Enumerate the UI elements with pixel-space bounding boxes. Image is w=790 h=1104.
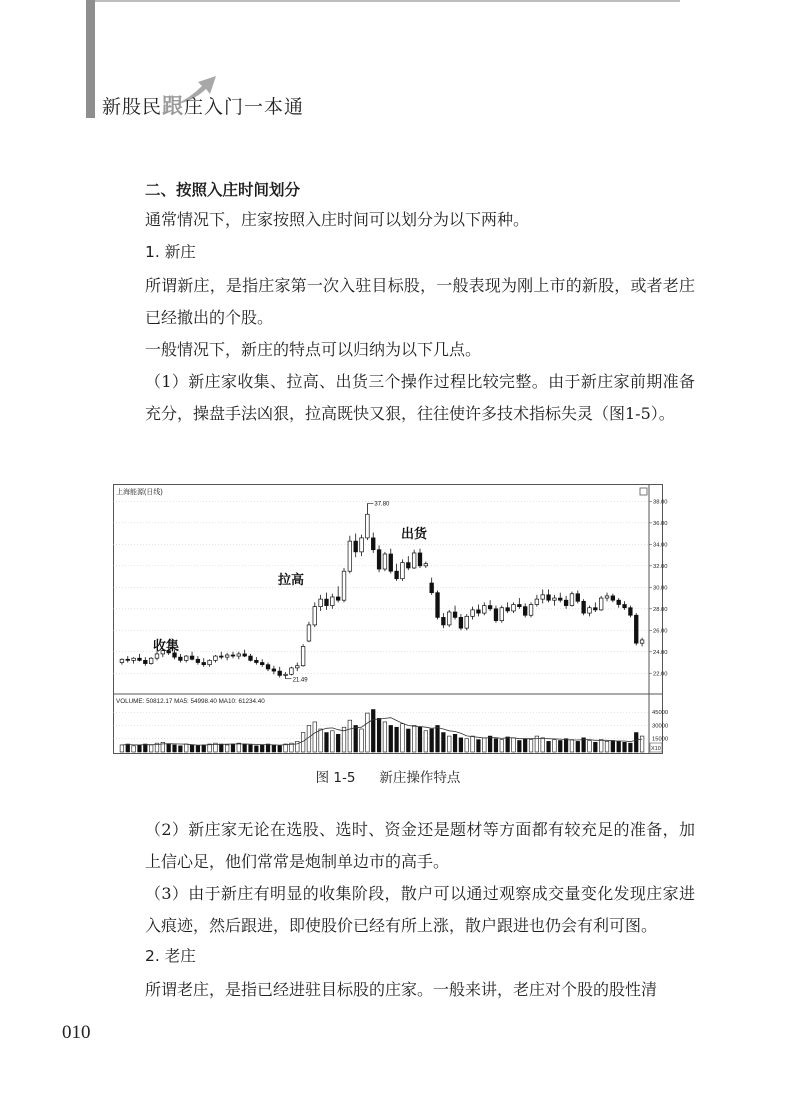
- candle-down: [202, 663, 206, 665]
- volume-bar: [331, 731, 335, 752]
- volume-bar: [255, 746, 259, 752]
- volume-tick-labels: [652, 710, 668, 743]
- candle-down: [190, 656, 194, 659]
- volume-bar: [418, 727, 422, 752]
- volume-tick-label: 15000: [652, 736, 669, 743]
- paragraph-new-definition: 所谓新庄，是指庄家第一次入驻目标股，一般表现为刚上市的新股，或者老庄已经撤出的个股。: [145, 276, 695, 327]
- annotation-distribute: 出货: [401, 526, 428, 541]
- candle-up: [471, 610, 475, 616]
- candle-up: [465, 616, 469, 628]
- volume-bar: [459, 738, 463, 752]
- annotation-collect: 收集: [153, 638, 180, 653]
- candle-down: [494, 609, 498, 621]
- volume-bar: [553, 740, 557, 752]
- book-title-post: 庄入门一本通: [184, 96, 305, 118]
- volume-bar: [313, 722, 317, 752]
- candle-up: [319, 599, 323, 607]
- volume-tick-label: 30000: [652, 723, 669, 730]
- book-title-mark: 跟: [162, 94, 185, 118]
- candle-down: [354, 541, 358, 552]
- candle-up: [605, 596, 609, 598]
- volume-bar: [594, 742, 598, 752]
- candle-up: [208, 660, 212, 664]
- candle-down: [629, 608, 633, 616]
- volume-bar: [412, 725, 416, 752]
- price-tick-label: 30.00: [653, 585, 668, 592]
- volume-bar: [179, 746, 183, 752]
- candle-down: [138, 658, 142, 660]
- candle-up: [132, 658, 136, 660]
- candle-up: [482, 606, 486, 614]
- candle-up: [360, 538, 364, 552]
- candle-up: [383, 554, 387, 569]
- candle-down: [442, 617, 446, 625]
- candle-down: [558, 598, 562, 600]
- volume-bar: [442, 733, 446, 752]
- volume-bar: [447, 736, 451, 752]
- candle-up: [588, 608, 592, 613]
- volume-unit: X10: [651, 746, 661, 752]
- volume-bar: [260, 745, 264, 752]
- volume-bar: [436, 725, 440, 752]
- paragraph-feature-2: （2）新庄家无论在选股、选时、资金还是题材等方面都有较充足的准备，加上信心足，他们常常是炮制单边市的高手。: [145, 820, 695, 871]
- volume-bar: [623, 742, 627, 752]
- volume-bar: [617, 741, 621, 752]
- candle-down: [594, 608, 598, 610]
- volume-bar: [325, 733, 329, 752]
- price-tick-label: 24.00: [653, 649, 668, 656]
- volume-bar: [629, 743, 633, 752]
- candle-up: [295, 666, 299, 668]
- section-heading: 二、按照入庄时间划分: [145, 181, 301, 199]
- volume-bar: [506, 737, 510, 752]
- volume-bar: [371, 710, 375, 752]
- volume-bar: [424, 731, 428, 752]
- candle-down: [453, 612, 457, 617]
- candle-up: [500, 608, 504, 621]
- price-tick-label: 32.00: [653, 563, 668, 570]
- candle-down: [395, 571, 399, 579]
- book-title-pre: 新股民: [102, 96, 163, 118]
- candle-up: [184, 656, 188, 660]
- candle-down: [611, 596, 615, 600]
- volume-bar: [196, 746, 200, 752]
- candle-down: [272, 669, 276, 671]
- candle-up: [331, 597, 335, 606]
- volume-bar: [395, 727, 399, 752]
- caption-text: 新庄操作特点: [379, 770, 461, 786]
- paragraph-feature-3: （3）由于新庄有明显的收集阶段，散户可以通过观察成交量变化发现庄家进入痕迹，然后跟进，即使股价已经有所上涨，散户跟进也仍会有利可图。: [145, 884, 695, 935]
- candle-up: [290, 668, 294, 674]
- volume-bar: [541, 738, 545, 752]
- volume-bar: [377, 718, 381, 752]
- candle-up: [237, 654, 241, 656]
- volume-bar: [500, 740, 504, 752]
- volume-bar: [225, 745, 229, 752]
- candle-down: [436, 593, 440, 618]
- candle-down: [231, 655, 235, 656]
- candle-up: [120, 659, 124, 662]
- candle-up: [570, 594, 574, 606]
- volume-bar: [588, 741, 592, 753]
- volume-bar: [336, 734, 340, 752]
- candle-up: [401, 563, 405, 579]
- candle-down: [518, 605, 522, 607]
- volume-bar: [173, 745, 177, 752]
- volume-bar: [126, 744, 130, 752]
- low-marker-label: 21.49: [292, 677, 308, 684]
- annotation-raise: 拉高: [278, 572, 305, 587]
- candle-down: [623, 605, 627, 608]
- candle-up: [284, 674, 288, 675]
- volume-bar: [564, 739, 568, 752]
- candle-down: [477, 610, 481, 613]
- candle-up: [553, 598, 557, 600]
- candle-up: [535, 599, 539, 604]
- candle-down: [634, 615, 638, 643]
- candle-down: [389, 554, 393, 571]
- paragraph-feature-1: （1）新庄家收集、拉高、出货三个操作过程比较完整。由于新庄家前期准备充分，操盘手法凶狠，拉高既快又狠，往往使许多技术指标失灵（图1-5）。: [145, 372, 695, 423]
- candle-down: [418, 553, 422, 566]
- candle-down: [219, 656, 223, 657]
- candle-down: [488, 606, 492, 609]
- volume-label: VOLUME: 50812.17 MA5: 54998.40 MA10: 61234.40: [116, 698, 265, 705]
- chart-frame: [114, 485, 663, 754]
- volume-bar: [202, 745, 206, 752]
- price-tick-label: 34.00: [653, 542, 668, 549]
- volume-bar: [488, 736, 492, 752]
- volume-bar: [243, 744, 247, 752]
- header-rule: [95, 0, 680, 2]
- volume-bar: [120, 745, 124, 752]
- candle-up: [348, 541, 352, 571]
- volume-bar: [266, 744, 270, 752]
- candle-down: [617, 600, 621, 604]
- price-tick-labels: [653, 499, 668, 677]
- candle-up: [512, 605, 516, 611]
- volume-bar: [465, 739, 469, 752]
- price-tick-label: 26.00: [653, 628, 668, 635]
- high-marker-label: 37.80: [374, 501, 390, 508]
- volume-bar: [237, 743, 241, 752]
- volume-bar: [132, 746, 136, 752]
- volume-bar: [518, 741, 522, 753]
- volume-bar: [605, 741, 609, 752]
- price-tick-label: 38.00: [653, 499, 668, 506]
- candle-down: [576, 594, 580, 602]
- volume-bar: [360, 729, 364, 752]
- candle-up: [366, 514, 370, 538]
- candle-up: [313, 607, 317, 625]
- candle-down: [255, 660, 259, 662]
- volume-bar: [512, 738, 516, 752]
- caption-number: 图 1-5: [315, 770, 356, 786]
- candle-up: [307, 625, 311, 641]
- candle-up: [447, 612, 451, 625]
- volume-bar: [599, 740, 603, 752]
- volume-bar: [477, 740, 481, 752]
- candle-down: [126, 659, 130, 660]
- candle-down: [371, 538, 375, 550]
- candle-up: [599, 598, 603, 610]
- volume-bar: [482, 738, 486, 752]
- volume-bar: [354, 725, 358, 752]
- candle-down: [564, 600, 568, 605]
- volume-bar: [307, 725, 311, 752]
- volume-bar: [167, 744, 171, 752]
- candle-down: [406, 563, 410, 568]
- candle-up: [301, 646, 305, 665]
- paragraph-old-definition: 所谓老庄，是指已经进驻目标股的庄家。一般来讲，老庄对个股的股性清: [145, 980, 658, 999]
- volume-bar: [611, 741, 615, 753]
- candle-up: [155, 654, 159, 658]
- volume-bar: [366, 713, 370, 752]
- volume-bar: [231, 744, 235, 752]
- paragraph-features-intro: 一般情况下，新庄的特点可以归纳为以下几点。: [145, 340, 482, 359]
- volume-bar: [558, 741, 562, 753]
- volume-bar: [471, 736, 475, 752]
- volume-bar: [401, 724, 405, 752]
- volume-bar: [143, 744, 147, 752]
- margin-bar: [86, 0, 95, 118]
- volume-bar: [494, 739, 498, 752]
- candle-up: [149, 658, 153, 663]
- volume-bar: [570, 740, 574, 752]
- candle-down: [336, 597, 340, 600]
- volume-bar: [208, 744, 212, 752]
- candle-down: [430, 583, 434, 593]
- volume-bar: [249, 745, 253, 752]
- volume-bar: [278, 746, 282, 752]
- volume-bar: [284, 744, 288, 752]
- volume-tick-label: 45000: [652, 710, 669, 717]
- candle-up: [541, 595, 545, 599]
- intro-paragraph: 通常情况下，庄家按照入庄时间可以划分为以下两种。: [145, 210, 530, 229]
- price-tick-label: 22.00: [653, 671, 668, 678]
- volume-bar: [219, 744, 223, 752]
- candle-down: [506, 608, 510, 611]
- candle-up: [412, 553, 416, 568]
- volume-bar: [348, 720, 352, 752]
- candle-down: [523, 607, 527, 616]
- candle-down: [325, 599, 329, 605]
- volume-bar: [389, 725, 393, 752]
- candle-down: [459, 617, 463, 628]
- candle-down: [196, 659, 200, 662]
- price-tick-label: 36.00: [653, 520, 668, 527]
- price-tick-label: 28.00: [653, 606, 668, 613]
- volume-bar: [453, 734, 457, 752]
- candle-up: [424, 564, 428, 566]
- volume-bar: [576, 741, 580, 752]
- volume-bar: [547, 741, 551, 752]
- candle-down: [377, 550, 381, 569]
- candle-down: [249, 656, 253, 660]
- subheading-new: 1. 新庄: [145, 243, 196, 261]
- candle-down: [143, 660, 147, 663]
- chart-title: 上海能源(日线): [116, 489, 163, 496]
- candle-down: [547, 595, 551, 600]
- volume-bar: [523, 739, 527, 752]
- volume-bar: [430, 729, 434, 752]
- candle-up: [214, 656, 218, 660]
- book-title: [102, 90, 304, 120]
- volume-bar: [184, 744, 188, 752]
- volume-bar: [640, 736, 644, 752]
- volume-bar: [319, 729, 323, 752]
- candle-up: [225, 655, 229, 657]
- volume-bar: [138, 745, 142, 752]
- candle-down: [582, 601, 586, 613]
- candle-down: [266, 665, 270, 669]
- volume-bar: [190, 745, 194, 752]
- candle-up: [342, 571, 346, 600]
- volume-bar: [272, 745, 276, 752]
- candle-up: [529, 605, 533, 616]
- candle-up: [640, 640, 644, 643]
- candle-down: [173, 653, 177, 657]
- candle-down: [179, 657, 183, 660]
- volume-bar: [149, 745, 153, 752]
- stock-chart: [113, 484, 669, 754]
- volume-bar: [406, 729, 410, 752]
- candle-down: [243, 654, 247, 656]
- candle-down: [278, 671, 282, 675]
- page-number: 010: [62, 1022, 91, 1043]
- volume-bar: [383, 722, 387, 752]
- candle-down: [260, 663, 264, 665]
- volume-bar: [529, 740, 533, 752]
- figure-caption: [113, 766, 663, 786]
- subheading-old: 2. 老庄: [145, 947, 196, 965]
- volume-bar: [634, 733, 638, 752]
